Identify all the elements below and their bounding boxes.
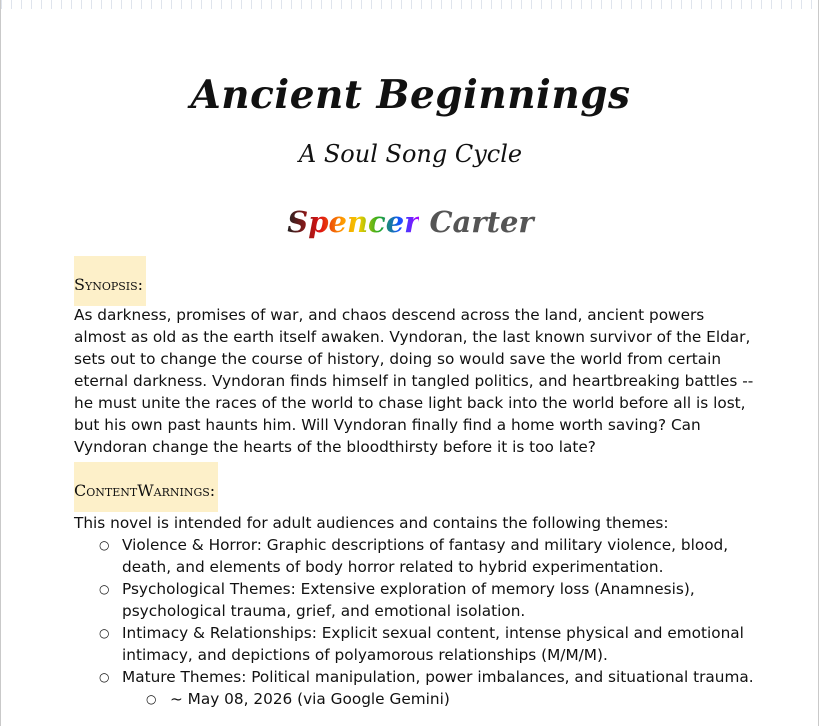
ruler-guide — [1, 0, 819, 9]
book-title: Ancient Beginnings — [190, 72, 631, 118]
list-item-text: Psychological Themes: Extensive exploration of memory loss (Anamnesis), psychological trauma, grief, and emotional isolation. — [122, 580, 695, 620]
author-last-name: Carter — [429, 205, 534, 239]
hollow-circle-bullet-icon: ○ — [99, 582, 110, 596]
list-item-text: Violence & Horror: Graphic descriptions of fantasy and military violence, blood, death, and elements of body horror related to hybrid experimentation. — [122, 536, 729, 576]
list-item — [74, 622, 754, 666]
credit-text: ~ May 08, 2026 (via Google Gemini) — [170, 690, 450, 708]
author-first-name: Spencer — [287, 205, 420, 239]
synopsis-text: As darkness, promises of war, and chaos descend across the land, ancient powers almost as old as the earth itself awaken. Vyndoran, the last known survivor of the Eldar, sets out to change the course of history, doing so would save the world from certain eternal darkness. Vyndoran finds himself in tangled politics, and heartbreaking battles -- he must unite the races of the world to chase light back into the world before all is lost, but his own past haunts him. Will Vyndoran finally find a home worth saving? Can Vyndoran change the hearts of the bloodthirsty before it is too late? — [74, 306, 754, 456]
content-warnings-list — [74, 534, 754, 688]
book-subtitle: A Soul Song Cycle — [298, 140, 523, 168]
list-item — [74, 666, 754, 688]
hollow-circle-bullet-icon: ○ — [99, 670, 110, 684]
content-warnings-heading: ContentWarnings: — [74, 462, 218, 512]
content-warnings-intro: This novel is intended for adult audiences and contains the following themes: — [74, 514, 669, 532]
list-item-text: Intimacy & Relationships: Explicit sexual content, intense physical and emotional intimacy, and depictions of polyamorous relationships (M/M/M). — [122, 624, 744, 664]
hollow-circle-bullet-icon: ○ — [99, 538, 110, 552]
synopsis-heading: Synopsis: — [74, 256, 146, 306]
list-item — [74, 578, 754, 622]
list-item-text: Mature Themes: Political manipulation, power imbalances, and situational trauma. — [122, 668, 754, 686]
hollow-circle-bullet-icon: ○ — [99, 626, 110, 640]
hollow-circle-bullet-icon: ○ — [146, 692, 157, 706]
list-item — [74, 534, 754, 578]
author-name — [1, 205, 819, 239]
